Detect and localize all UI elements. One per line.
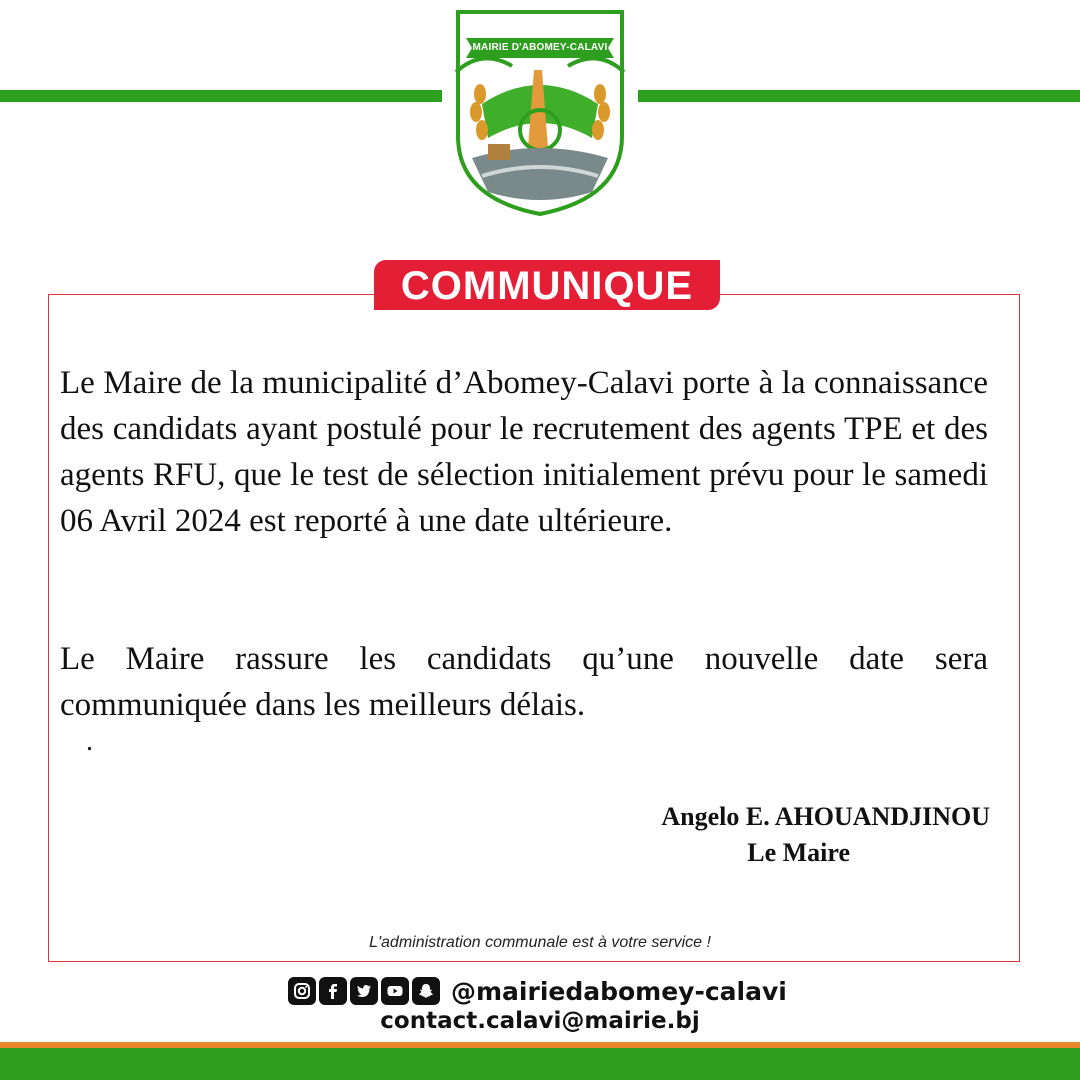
facebook-icon[interactable] [319, 977, 347, 1005]
body-paragraph-2: Le Maire rassure les candidats qu’une nouvelle date sera communiquée dans les meilleurs délais. [60, 641, 988, 723]
signatory-name: Angelo E. AHOUANDJINOU [661, 802, 990, 831]
twitter-icon[interactable] [350, 977, 378, 1005]
municipal-crest-logo [442, 8, 638, 220]
social-handle[interactable]: @mairiedabomey-calavi [451, 976, 787, 1006]
signatory-title: Le Maire [747, 838, 850, 867]
communique-title: COMMUNIQUE [374, 260, 720, 310]
body-paragraph-1: Le Maire de la municipalité d’Abomey-Calavi porte à la connaissance des candidats ayant postulé pour le recrutement des agents TPE et des agents RFU, que le test de sélection initialement prévu pour le samedi 06 Avril 2024 est reporté à une date ultérieure. [60, 365, 988, 539]
youtube-icon[interactable] [381, 977, 409, 1005]
footer-green-band [0, 1048, 1080, 1080]
snapchat-icon[interactable] [412, 977, 440, 1005]
service-tagline: L'administration communale est à votre service ! [369, 934, 711, 951]
instagram-icon[interactable] [288, 977, 316, 1005]
crest-banner-text: MAIRIE D'ABOMEY-CALAVI [472, 42, 608, 53]
contact-email[interactable]: contact.calavi@mairie.bj [380, 1008, 700, 1034]
social-row [288, 974, 787, 1008]
stray-dot: . [86, 726, 93, 757]
